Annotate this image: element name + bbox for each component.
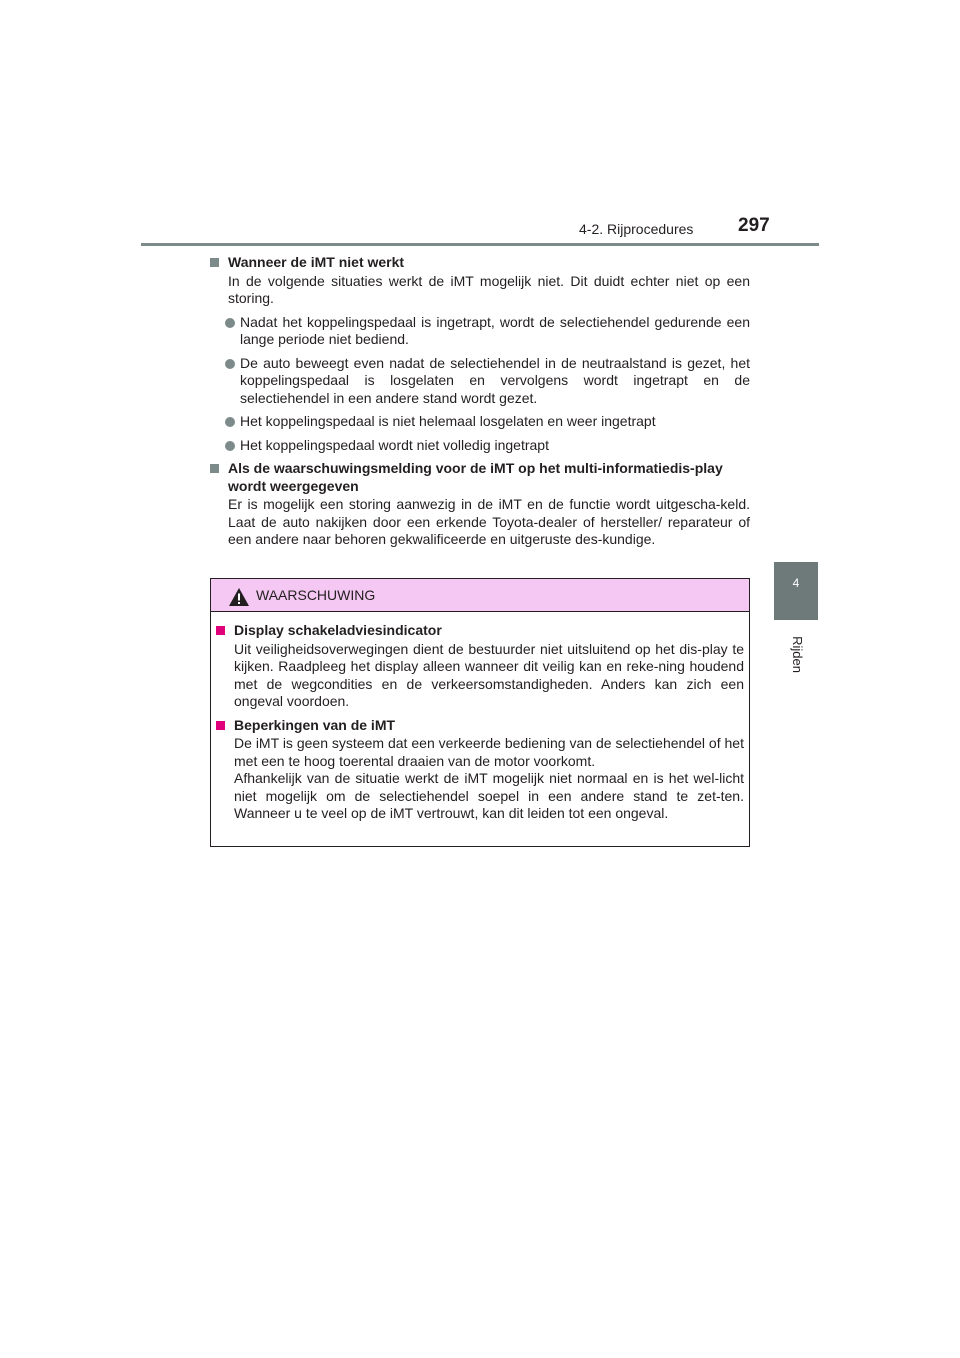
section-heading-text: Als de waarschuwingsmelding voor de iMT op het multi-informatiedis-play wordt weergegeven — [228, 460, 723, 494]
round-bullet-icon — [225, 417, 235, 427]
section-intro: In de volgende situaties werkt de iMT mogelijk niet. Dit duidt echter niet op een storing. — [228, 272, 750, 306]
warning-body — [216, 622, 744, 823]
warning-item-text: De iMT is geen systeem dat een verkeerde bediening van de selectiehendel of het met een te hoog toerental draaien van de motor voorkomt. — [234, 735, 744, 769]
chapter-tab-number: 4 — [792, 576, 800, 590]
section-heading — [210, 254, 750, 272]
header-section-title: 4-2. Rijprocedures — [579, 221, 694, 237]
round-bullet-icon — [225, 318, 235, 328]
list-item — [210, 437, 750, 455]
list-item — [210, 413, 750, 431]
warning-item-heading — [216, 717, 744, 735]
list-item — [210, 355, 750, 408]
main-content — [210, 254, 750, 549]
chapter-tab[interactable] — [774, 562, 818, 620]
warning-item-heading-text: Display schakeladviesindicator — [234, 622, 442, 638]
warning-header — [211, 579, 749, 612]
square-bullet-icon — [210, 464, 219, 473]
round-bullet-icon — [225, 359, 235, 369]
square-bullet-icon — [216, 721, 225, 730]
section-heading — [210, 460, 750, 495]
page-number: 297 — [738, 215, 770, 236]
warning-item-text: Uit veiligheidsoverwegingen dient de bestuurder niet uitsluitend op het dis-play te kijken. Raadpleeg het display alleen wanneer dit veilig kan en reke-ning houdend met de wegcondities en de verkeersomstandigheden. Anders kan zich een ongeval voordoen. — [234, 640, 744, 709]
square-bullet-icon — [216, 626, 225, 635]
warning-item-heading-text: Beperkingen van de iMT — [234, 716, 396, 733]
list-item — [210, 314, 750, 349]
round-bullet-icon — [225, 441, 235, 451]
warning-item-text: Afhankelijk van de situatie werkt de iMT mogelijk niet normaal en is het wel-licht niet mogelijk om de selectiehendel soepel in een andere stand te zet-ten. Wanneer u te veel op de iMT vertrouwt, kan dit leiden tot een ongeval. — [234, 770, 744, 821]
section-text: Er is mogelijk een storing aanwezig in de iMT en de functie wordt uitgescha-keld. Laat de auto nakijken door een erkende Toyota-dealer of hersteller/ reparateur of een andere naar behoren gekwalificeerde en uitgeruste des-kundige. — [228, 496, 750, 547]
list-item-text: Het koppelingspedaal is niet helemaal losgelaten en weer ingetrapt — [240, 413, 656, 429]
section-heading-text: Wanneer de iMT niet werkt — [228, 254, 405, 270]
list-item-text: Nadat het koppelingspedaal is ingetrapt, wordt de selectiehendel gedurende een lange periode niet bediend. — [240, 313, 750, 347]
chapter-label-text: Rijden — [789, 635, 805, 673]
square-bullet-icon — [210, 258, 219, 267]
warning-triangle-icon — [228, 587, 250, 607]
list-item-text: De auto beweegt even nadat de selectiehendel in de neutraalstand is gezet, het koppelingspedaal is losgelaten en vervolgens wordt ingetrapt en de selectiehendel in een andere stand wordt gezet. — [240, 354, 750, 406]
chapter-label — [782, 632, 812, 676]
warning-box — [210, 578, 750, 847]
list-item-text: Het koppelingspedaal wordt niet volledig ingetrapt — [240, 436, 549, 453]
warning-item-heading — [216, 622, 744, 640]
warning-title: WAARSCHUWING — [256, 587, 376, 603]
header-divider — [141, 243, 819, 246]
